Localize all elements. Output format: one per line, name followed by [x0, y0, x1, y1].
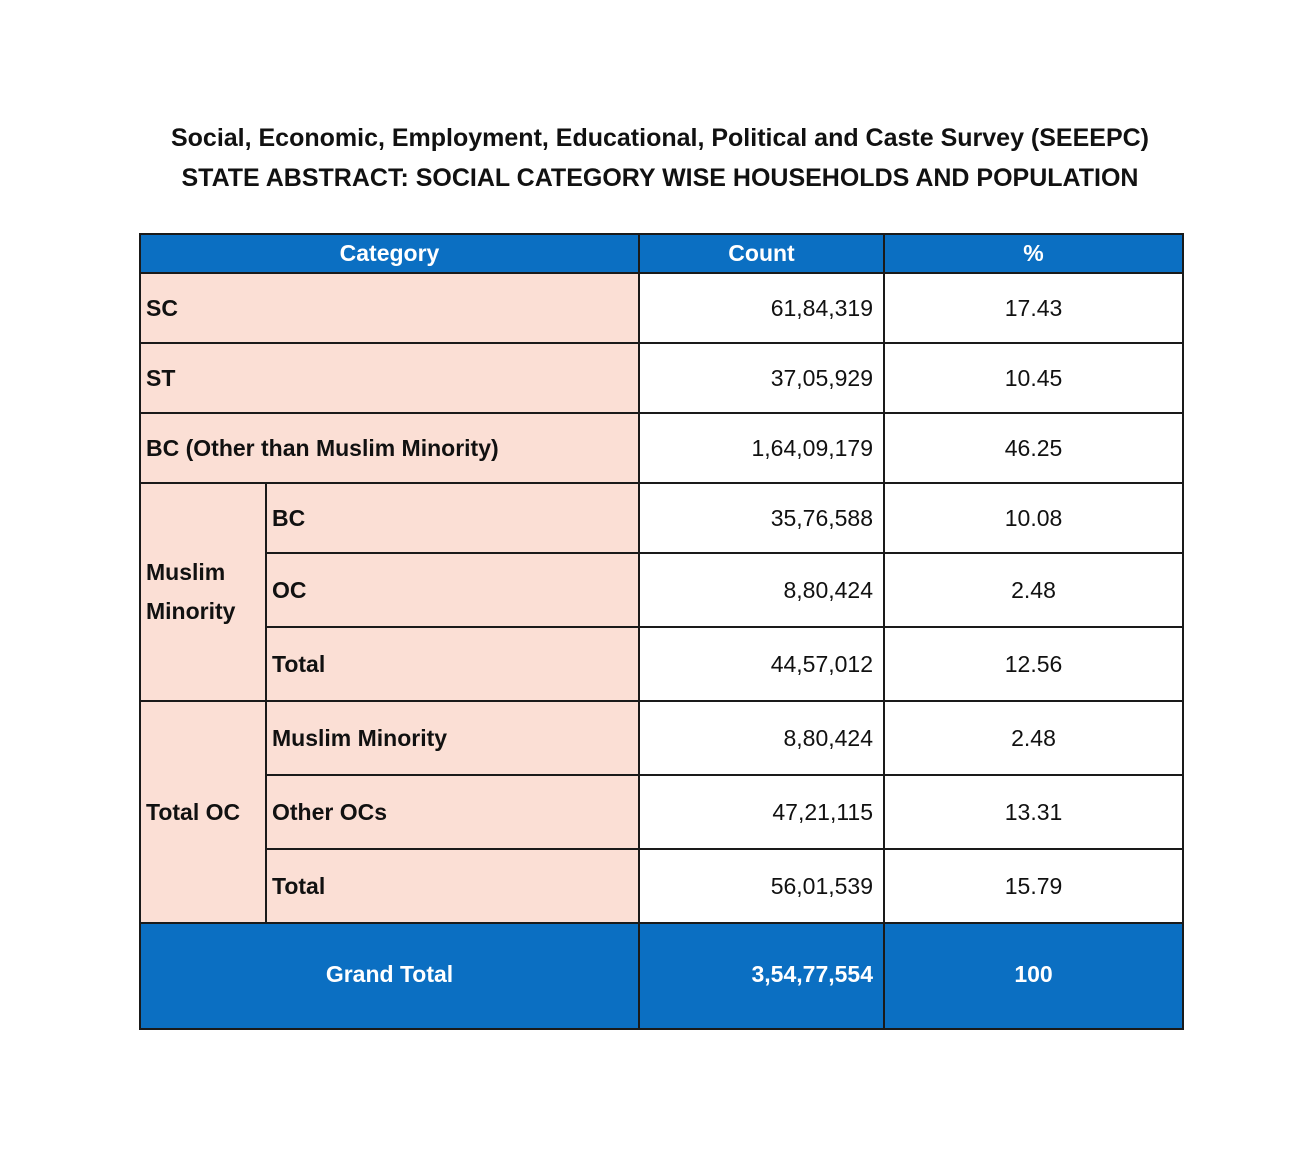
- row-count: 37,05,929: [639, 343, 884, 413]
- row-count: 1,64,09,179: [639, 413, 884, 483]
- grand-total-label-text: Grand Total: [325, 960, 454, 987]
- table-row-oc-other: [140, 775, 1183, 849]
- row-label: OC: [266, 553, 639, 627]
- table-row-oc-total: [140, 849, 1183, 923]
- grand-total-percent: [884, 923, 1183, 1029]
- row-percent: 15.79: [884, 849, 1183, 923]
- row-label: Muslim Minority: [266, 701, 639, 775]
- row-label: BC: [266, 483, 639, 553]
- grand-total-percent-text: 100: [1014, 960, 1053, 987]
- row-label: Total: [266, 849, 639, 923]
- header-category: Category: [140, 234, 639, 273]
- survey-title: Social, Economic, Employment, Educational, Political and Caste Survey (SEEEPC): [170, 124, 1150, 152]
- row-count: 8,80,424: [639, 553, 884, 627]
- table-row-oc-muslim: [140, 701, 1183, 775]
- group-label-total-oc: [140, 701, 266, 923]
- row-label: Other OCs: [266, 775, 639, 849]
- grand-total-count: [639, 923, 884, 1029]
- row-label: SC: [140, 273, 639, 343]
- table-row-bc: [140, 413, 1183, 483]
- header-count: Count: [639, 234, 884, 273]
- table-row-mm-total: [140, 627, 1183, 701]
- group-label-muslim-minority: [140, 483, 266, 701]
- row-percent: 17.43: [884, 273, 1183, 343]
- grand-total-label: [140, 923, 639, 1029]
- table-row-st: [140, 343, 1183, 413]
- table-row-sc: [140, 273, 1183, 343]
- row-percent: 46.25: [884, 413, 1183, 483]
- row-percent: 13.31: [884, 775, 1183, 849]
- header-percent: %: [884, 234, 1183, 273]
- row-percent: 10.45: [884, 343, 1183, 413]
- group-label-text: Muslim Minority: [146, 559, 236, 624]
- row-label: ST: [140, 343, 639, 413]
- row-percent: 2.48: [884, 553, 1183, 627]
- row-count: 61,84,319: [639, 273, 884, 343]
- row-percent: 10.08: [884, 483, 1183, 553]
- abstract-title: STATE ABSTRACT: SOCIAL CATEGORY WISE HOUSEHOLDS AND POPULATION: [181, 164, 1139, 192]
- row-count: 47,21,115: [639, 775, 884, 849]
- title-block: [0, 118, 1290, 198]
- row-percent: 2.48: [884, 701, 1183, 775]
- grand-total-row: [140, 923, 1183, 1029]
- header-row: [140, 234, 1183, 273]
- row-label: BC (Other than Muslim Minority): [140, 413, 639, 483]
- row-count: 35,76,588: [639, 483, 884, 553]
- row-count: 44,57,012: [639, 627, 884, 701]
- category-table: [139, 233, 1184, 1030]
- group-label-text: Total OC: [146, 798, 241, 825]
- grand-total-count-text: 3,54,77,554: [751, 960, 874, 987]
- row-label: Total: [266, 627, 639, 701]
- row-percent: 12.56: [884, 627, 1183, 701]
- row-count: 56,01,539: [639, 849, 884, 923]
- table-row-mm-oc: [140, 553, 1183, 627]
- row-count: 8,80,424: [639, 701, 884, 775]
- table-row-mm-bc: [140, 483, 1183, 553]
